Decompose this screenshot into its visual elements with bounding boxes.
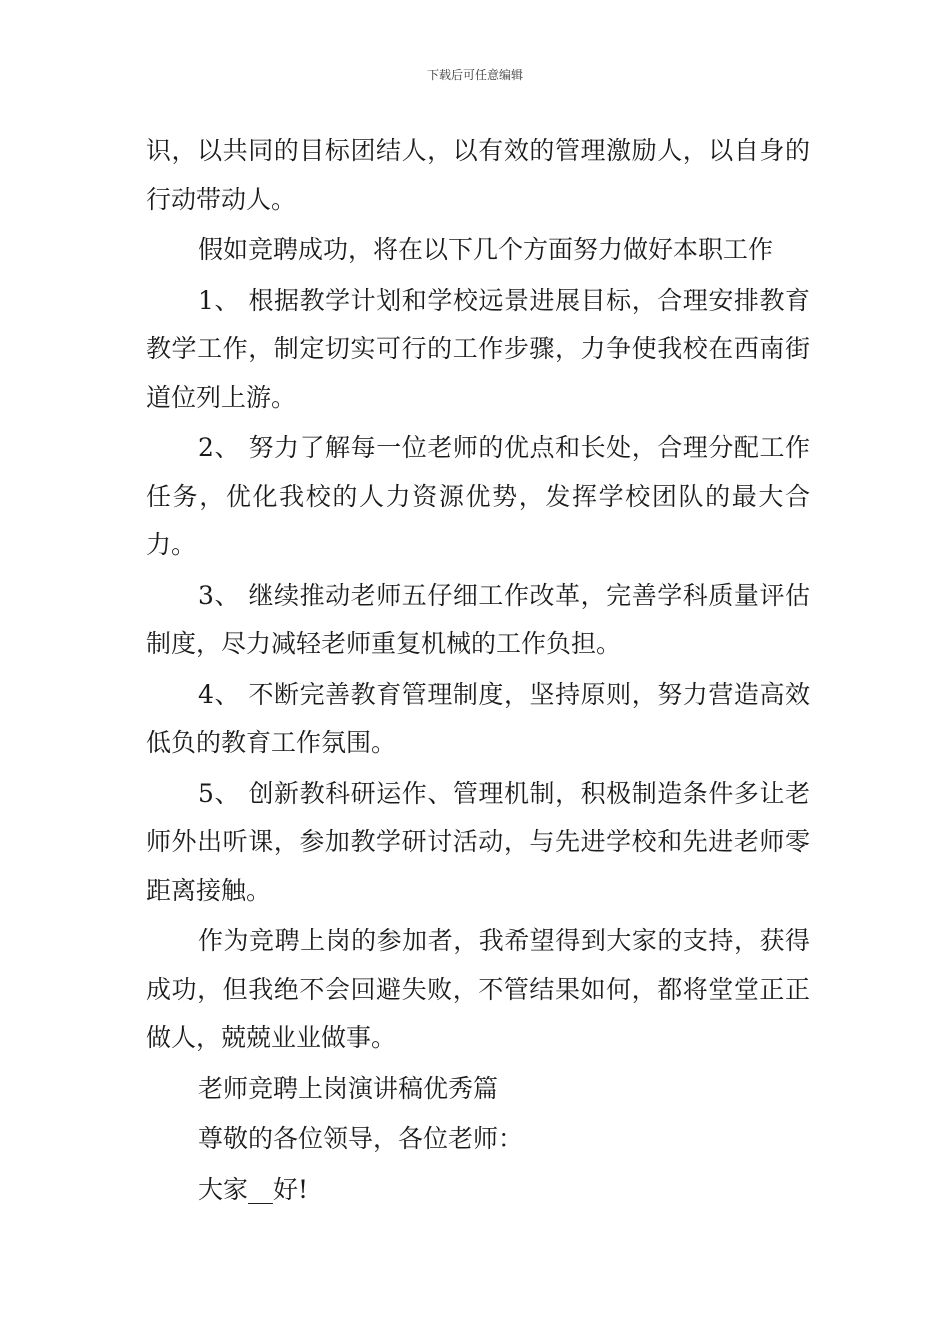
list-item-5: 5、 创新教科研运作、管理机制，积极制造条件多让老师外出听课，参加教学研讨活动，与先进学校和先进老师零距离接触。 <box>146 778 810 905</box>
paragraph-intro: 假如竞聘成功，将在以下几个方面努力做好本职工作 <box>198 235 774 264</box>
list-item-1: 1、 根据教学计划和学校远景进展目标，合理安排教育教学工作，制定切实可行的工作步骤，力争使我校在西南街道位列上游。 <box>146 285 810 412</box>
list-item-3: 3、 继续推动老师五仔细工作改革，完善学科质量评估制度，尽力减轻老师重复机械的工作负担。 <box>146 580 810 658</box>
paragraph-continuation: 识，以共同的目标团结人，以有效的管理激励人，以自身的行动带动人。 <box>146 136 810 214</box>
greeting: 大家__好! <box>198 1174 309 1204</box>
list-item-2: 2、 努力了解每一位老师的优点和长处，合理分配工作任务，优化我校的人力资源优势，发挥学校团队的最大合力。 <box>146 433 810 559</box>
section-title: 老师竞聘上岗演讲稿优秀篇 <box>198 1073 499 1103</box>
page-header-note: 下载后可任意编辑 <box>426 68 523 82</box>
paragraph-closing: 作为竞聘上岗的参加者，我希望得到大家的支持，获得成功，但我绝不会回避失败，不管结果如何，都将堂堂正正做人，兢兢业业做事。 <box>146 926 810 1052</box>
document-body <box>146 127 810 1214</box>
list-item-4: 4、 不断完善教育管理制度，坚持原则，努力营造高效低负的教育工作氛围。 <box>146 679 810 757</box>
salutation: 尊敬的各位领导，各位老师： <box>198 1124 524 1153</box>
